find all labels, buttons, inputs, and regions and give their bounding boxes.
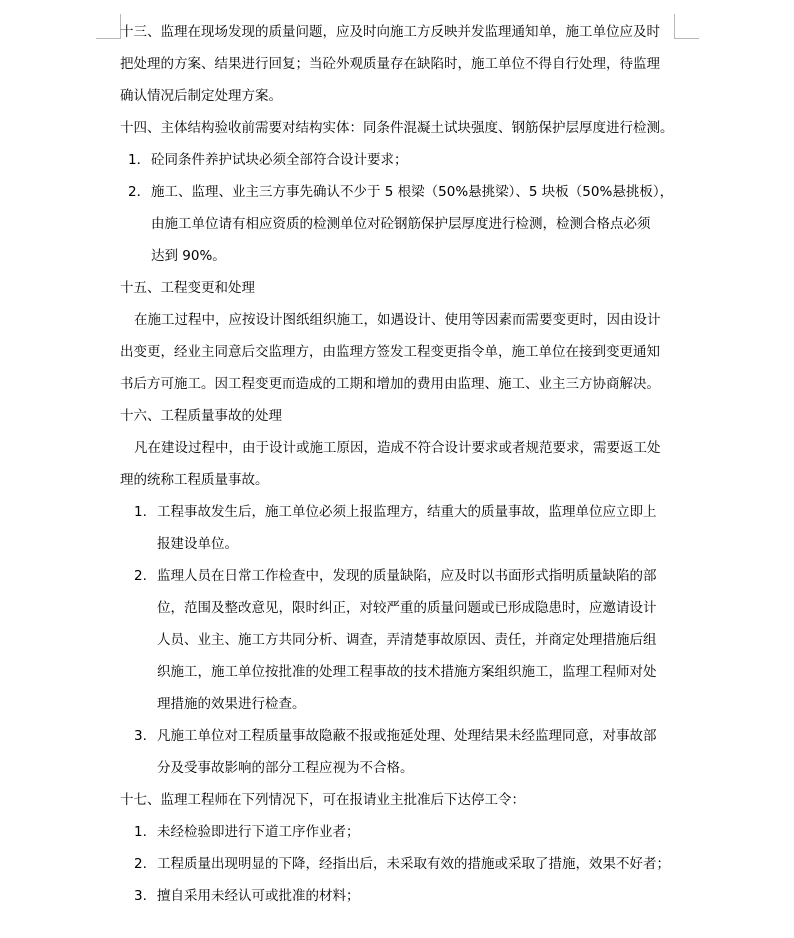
s15-line-3: 书后方可施工。因工程变更而造成的工期和增加的费用由监理、施工、业主三方协商解决。 — [120, 376, 660, 392]
s16-item-1-line-2: 报建设单位。 — [157, 536, 238, 552]
s17-item-3-text: 擅自采用未经认可或批准的材料； — [157, 888, 360, 904]
s13-line-2: 把处理的方案、结果进行回复；当砼外观质量存在缺陷时，施工单位不得自行处理，待监理 — [120, 56, 660, 72]
s16-item-3-number: 3. — [134, 728, 147, 744]
s16-item-2-line-5: 理措施的效果进行检查。 — [157, 696, 306, 712]
s13-line-1: 十三、监理在现场发现的质量问题，应及时向施工方反映并发监理通知单，施工单位应及时 — [120, 24, 660, 40]
s16-para-line-1: 凡在建设过程中，由于设计或施工原因，造成不符合设计要求或者规范要求，需要返工处 — [134, 440, 661, 456]
crop-mark-top-right — [674, 14, 699, 39]
s17-item-1-number: 1. — [134, 824, 147, 840]
s13-line-3: 确认情况后制定处理方案。 — [120, 88, 282, 104]
s14-item-1-number: 1． — [128, 152, 151, 168]
s14-item-2-number: 2． — [128, 184, 151, 200]
s14-item-2-line-2: 由施工单位请有相应资质的检测单位对砼钢筋保护层厚度进行检测，检测合格点必须 — [151, 216, 651, 232]
s16-para-line-2: 理的统称工程质量事故。 — [120, 472, 269, 488]
s15-line-1: 在施工过程中，应按设计图纸组织施工，如遇设计、使用等因素而需要变更时，因由设计 — [134, 312, 661, 328]
s15-line-2: 出变更，经业主同意后交监理方，由监理方签发工程变更指令单，施工单位在接到变更通知 — [120, 344, 660, 360]
s15-title: 十五、工程变更和处理 — [120, 280, 255, 296]
s16-item-1-line-1: 工程事故发生后，施工单位必须上报监理方，结重大的质量事故，监理单位应立即上 — [157, 504, 657, 520]
s16-item-3-line-1: 凡施工单位对工程质量事故隐蔽不报或拖延处理、处理结果未经监理同意，对事故部 — [157, 728, 657, 744]
s16-item-2-line-1: 监理人员在日常工作检查中，发现的质量缺陷，应及时以书面形式指明质量缺陷的部 — [157, 568, 657, 584]
s17-title: 十七、监理工程师在下列情况下，可在报请业主批准后下达停工令： — [120, 792, 525, 808]
s16-item-2-line-3: 人员、业主、施工方共同分析、调查，弄清楚事故原因、责任，并商定处理措施后组 — [157, 632, 657, 648]
s16-item-2-number: 2. — [134, 568, 147, 584]
s16-item-1-number: 1. — [134, 504, 147, 520]
s16-title: 十六、工程质量事故的处理 — [120, 408, 282, 424]
s14-item-2-line-1: 施工、监理、业主三方事先确认不少于 5 根梁（50%悬挑梁）、5 块板（50%悬挑板）， — [151, 184, 674, 200]
s17-item-3-number: 3. — [134, 888, 147, 904]
s17-item-2-text: 工程质量出现明显的下降，经指出后，未采取有效的措施或采取了措施，效果不好者； — [157, 856, 670, 872]
s17-item-2-number: 2. — [134, 856, 147, 872]
s16-item-3-line-2: 分及受事故影响的部分工程应视为不合格。 — [157, 760, 414, 776]
s14-item-1-text: 砼同条件养护试块必须全部符合设计要求； — [151, 152, 408, 168]
s17-item-1-text: 未经检验即进行下道工序作业者； — [157, 824, 360, 840]
s14-item-2-line-3: 达到 90%。 — [151, 248, 226, 264]
s14-title: 十四、主体结构验收前需要对结构实体：同条件混凝土试块强度、钢筋保护层厚度进行检测。 — [120, 120, 674, 136]
s16-item-2-line-4: 织施工，施工单位按批准的处理工程事故的技术措施方案组织施工，监理工程师对处 — [157, 664, 657, 680]
crop-mark-top-left — [96, 14, 121, 39]
s16-item-2-line-2: 位，范围及整改意见，限时纠正，对较严重的质量问题或已形成隐患时，应邀请设计 — [157, 600, 657, 616]
